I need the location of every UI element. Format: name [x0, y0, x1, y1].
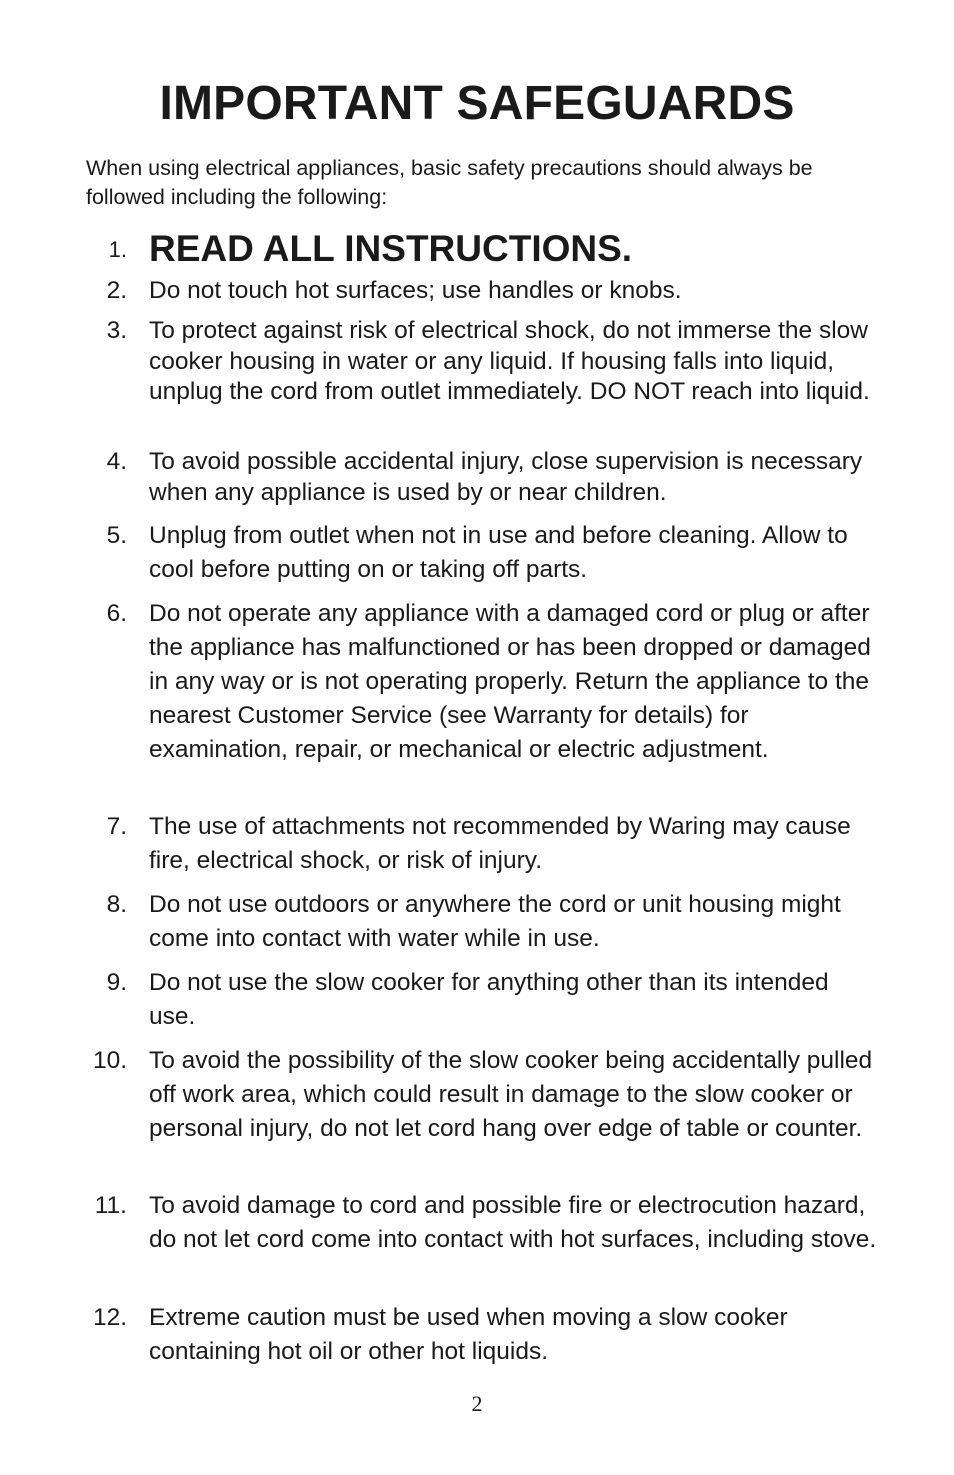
item-text: To avoid possible accidental injury, close supervision is necessary when any appliance is used by or near children. — [149, 448, 863, 506]
item-text: Do not operate any appliance with a damaged cord or plug or after the appliance has malfunctioned or has been dropped or damaged in any way or is not operating properly. Return the appliance to the nearest Customer Service (see Warranty for details) for examination, repair, or mechanical or electric adjustment. — [149, 600, 871, 763]
item-text: READ ALL INSTRUCTIONS. — [149, 228, 633, 269]
item-text: To protect against risk of electrical shock, do not immerse the slow cooker housing in water or any liquid. If housing falls into liquid, unplug the cord from outlet immediately. DO NOT reach into liquid. — [149, 317, 870, 405]
page-number: 2 — [471, 1391, 483, 1416]
item-number: 2. — [106, 277, 127, 304]
item-number: 8. — [106, 891, 127, 918]
item-number: 9. — [106, 969, 127, 996]
item-text: To avoid the possibility of the slow cooker being accidentally pulled off work area, which could result in damage to the slow cooker or personal injury, do not let cord hang over edge of table or counter. — [149, 1047, 873, 1142]
item-text: Unplug from outlet when not in use and before cleaning. Allow to cool before putting on or taking off parts. — [149, 522, 848, 583]
item-text: Do not use the slow cooker for anything other than its intended use. — [149, 969, 829, 1030]
item-number: 1. — [108, 237, 127, 262]
intro-paragraph: When using electrical appliances, basic safety precautions should always be followed including the following: — [86, 156, 813, 209]
item-number: 11. — [94, 1192, 127, 1219]
page-title: IMPORTANT SAFEGUARDS — [159, 77, 795, 130]
item-number: 12. — [92, 1304, 127, 1331]
item-text: To avoid damage to cord and possible fire or electrocution hazard, do not let cord come into contact with hot surfaces, including stove. — [149, 1192, 877, 1253]
item-text: The use of attachments not recommended by Waring may cause fire, electrical shock, or risk of injury. — [149, 813, 851, 874]
item-text: Do not touch hot surfaces; use handles or knobs. — [149, 277, 682, 304]
item-text: Do not use outdoors or anywhere the cord or unit housing might come into contact with water while in use. — [149, 891, 841, 952]
item-number: 6. — [106, 600, 127, 627]
item-number: 10. — [92, 1047, 127, 1074]
item-number: 5. — [106, 522, 127, 549]
item-number: 4. — [106, 448, 127, 475]
item-text: Extreme caution must be used when moving a slow cooker containing hot oil or other hot liquids. — [149, 1304, 788, 1365]
item-number: 3. — [106, 317, 127, 344]
item-number: 7. — [106, 813, 127, 840]
